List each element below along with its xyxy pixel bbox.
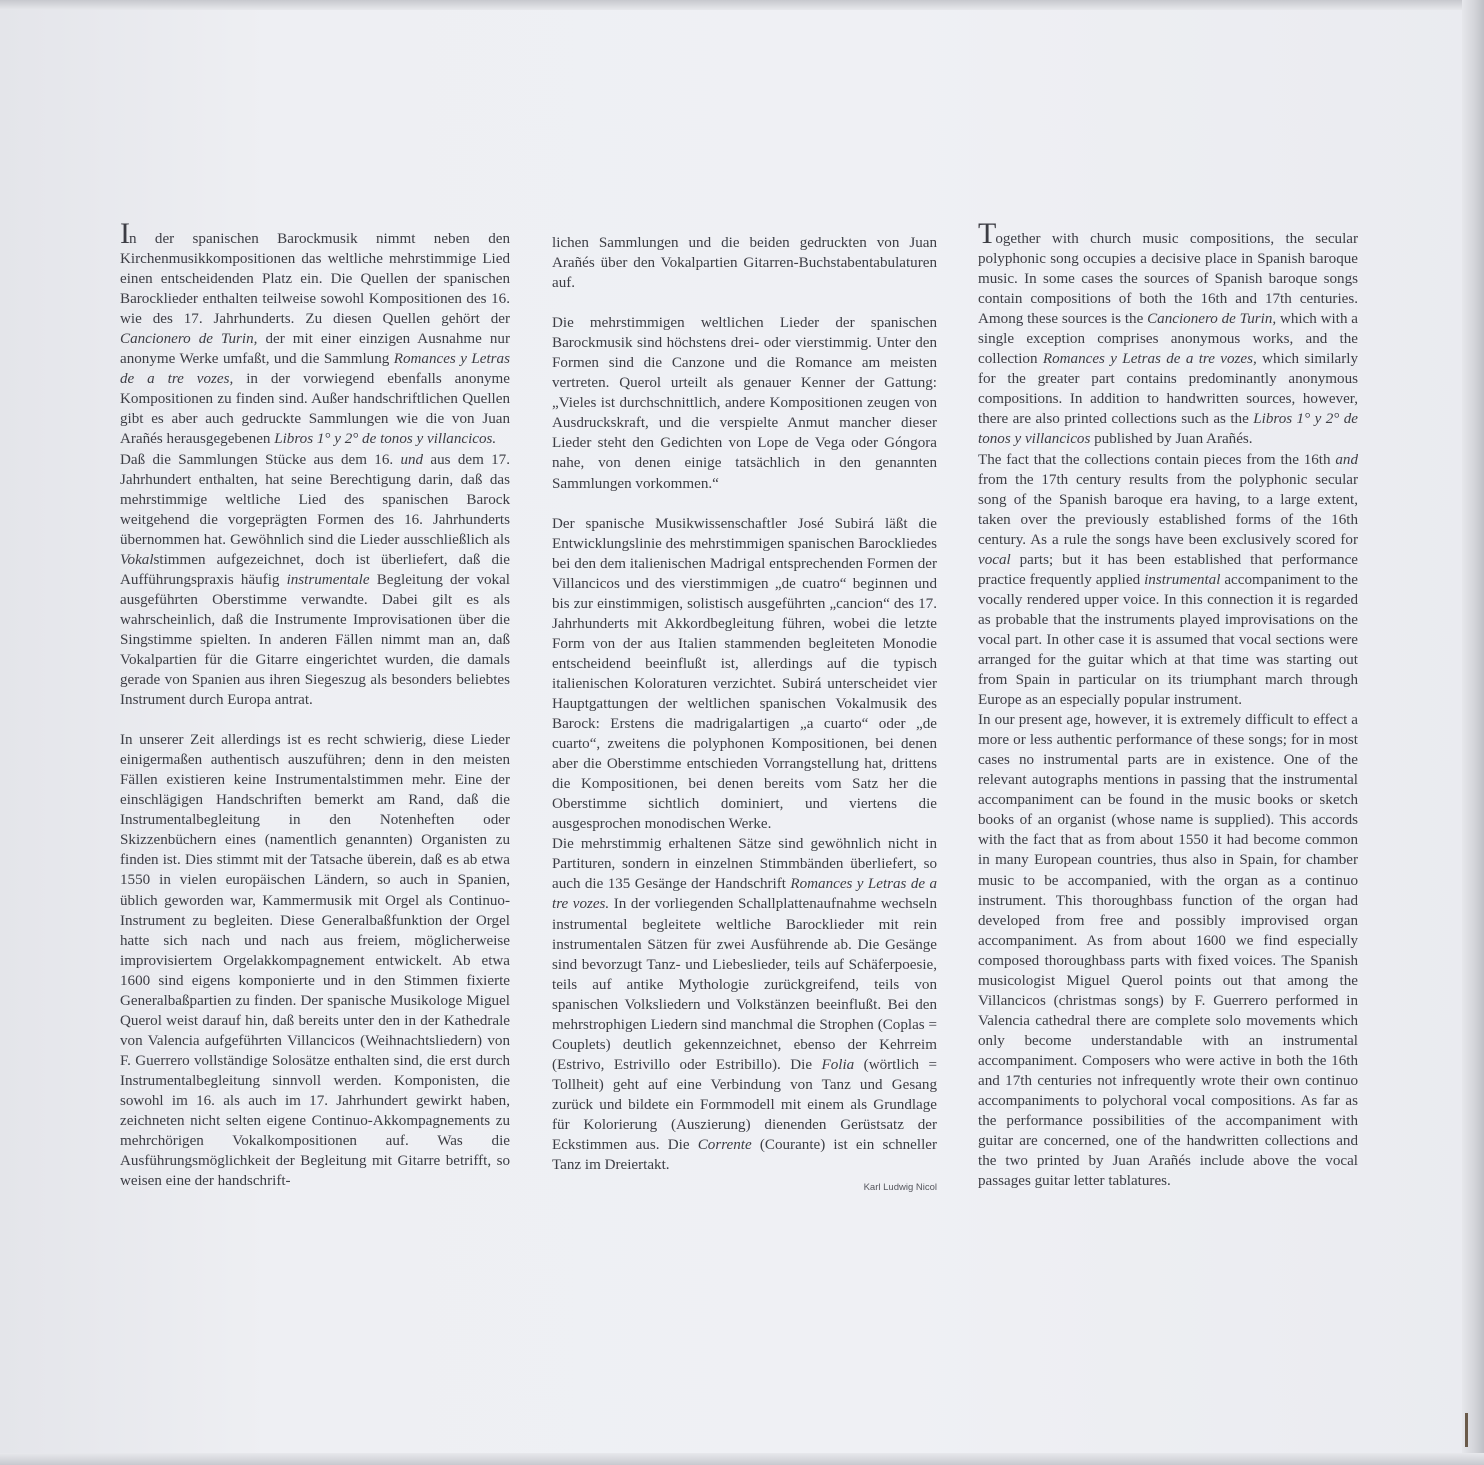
title-italic: Romances y Letras de a tre vozes. xyxy=(552,876,937,913)
emphasis: vocal xyxy=(978,551,1011,568)
paragraph xyxy=(120,217,510,450)
emphasis: Corrente xyxy=(697,1137,752,1154)
title-italic: Cancionero de Turin, xyxy=(1147,311,1277,328)
corner-mark xyxy=(1465,1413,1468,1447)
emphasis: and xyxy=(1335,451,1358,468)
text: parts; but it has been established that performance practice frequently applied xyxy=(978,551,1358,588)
german-column-2 xyxy=(552,233,937,1195)
text: (wörtlich = Tollheit) geht auf eine Verbindung von Tanz und Gesang zurück und bildete ein Formmodell mit einem als Grundlage für Kolorierung (Auszierung) dienenden Gerüstsatz der Eckstimmen aus. Die xyxy=(552,1056,937,1154)
title-italic: Romances y Letras de a tre vozes, xyxy=(120,351,510,388)
text: published by Juan Arañés. xyxy=(1090,431,1253,448)
title-italic: Libros 1° y 2° de tonos y villancicos xyxy=(978,411,1358,448)
paragraph: lichen Sammlungen und die beiden gedruckten von Juan Arañés über den Vokalpartien Gitarren-Buchstabentabulaturen auf. xyxy=(552,235,937,292)
paragraph: In our present age, however, it is extremely difficult to effect a more or less authentic performance of these songs; for in most cases no instrumental parts are in existence. One of the relevant autographs mentions in passing that the instrumental accompaniment can be found in the music books or sketch books of an organist (whose name is supplied). This accords with the fact that as from about 1550 it had become common in many European countries, thus also in Spain, for chamber music to be accompanied, with the organ as a continuo instrument. This thoroughbass function of the organ had developed from free and possibly improvised organ accompaniment. As from about 1600 we find especially composed thoroughbass parts with fixed voices. The Spanish musicologist Miguel Querol points out that among the Villancicos (christmas songs) by F. Guerrero performed in Valencia cathedral there are complete solo movements which only become understandable with an instrumental accompaniment. Composers who were active in both the 16th and 17th centuries not infrequently wrote their own continuo accompaniments to polychoral vocal compositions. As far as the performance possibilities of the accompaniment with guitar are concerned, one of the handwritten collections and the two printed by Juan Arañés include above the vocal passages guitar letter tablatures. xyxy=(978,712,1358,1190)
author-signature: Karl Ludwig Nicol xyxy=(863,1182,937,1194)
text: which similarly for the greater part contains predominantly anonymous compositions. In addition to handwritten sources, however, there are also printed collections such as the xyxy=(978,351,1358,428)
text: Begleitung der vokal ausgeführten Oberstimme verwandte. Dabei gilt es als wahrscheinlich, daß die Instrumente Improvisationen über die Singstimme spielten. In anderen Fällen nimmt man an, daß Vokalpartien für die Gitarre eingerichtet wurden, die damals gerade von Spanien aus ihren Siegeszug als besonders beliebtes Instrument durch Europa antrat. xyxy=(120,571,510,709)
text: stimmen aufgezeichnet, doch ist überliefert, daß die Aufführungspraxis häufig xyxy=(120,551,510,588)
text: Daß die Sammlungen Stücke aus dem 16. xyxy=(120,451,401,468)
sleeve-bottom-edge xyxy=(0,1453,1484,1465)
title-italic: Cancionero de Turin, xyxy=(120,331,258,348)
title-italic: Romances y Letras de a tre vozes, xyxy=(1042,351,1257,368)
emphasis: instrumentale xyxy=(286,571,370,588)
paragraph xyxy=(978,217,1358,450)
text: in der vorwiegend ebenfalls anonyme Kompositionen zu finden sind. Außer handschriftlichen Quellen gibt es aber auch gedruckte Sammlungen wie die von Juan Arañés herausgegebenen xyxy=(120,371,510,448)
paragraph: Der spanische Musikwissenschaftler José Subirá läßt die Entwicklungslinie des mehrstimmigen spanischen Barockliedes bei den dem italienischen Madrigal entsprechenden Formen der Villancicos und des vierstimmigen „de cuatro“ beginnen und bis zur einstimmigen, solistisch ausgeführten „cancion“ des 17. Jahrhunderts mit Akkordbegleitung führen, wobei die letzte Form von der aus Italien stammenden begleiteten Monodie entscheidend beeinflußt ist, allerdings auf die typisch italienischen Koloraturen verzichtet. Subirá unterscheidet vier Hauptgattungen der weltlichen spanischen Vokalmusik des Barock: Erstens die madrigalartigen „a cuarto“ oder „de cuarto“, zweitens die polyphonen Kompositionen, bei denen aber die Oberstimme entschieden Vorrangstellung hat, drittens die Kompositionen, bei denen bereits vom Satz her die Oberstimme sichtlich dominiert, und viertens die ausgesprochen monodischen Werke. xyxy=(552,515,937,833)
title-italic: Libros 1° y 2° de tonos y villancicos. xyxy=(274,431,497,448)
emphasis: und xyxy=(400,451,424,468)
text: Die mehrstimmig erhaltenen Sätze sind gewöhnlich nicht in Partituren, sondern in einzelnen Stimmbänden überliefert, so auch die 135 Gesänge der Handschrift xyxy=(552,836,937,893)
text: aus dem 17. Jahrhundert enthalten, hat seine Berechtigung darin, daß das mehrstimmige weltliche Lied des spanischen Barock weitgehend die vorgeprägten Formen des 16. Jahrhunderts übernommen hat. Gewöhnlich sind die Lieder ausschließlich als xyxy=(120,451,510,548)
text: The fact that the collections contain pieces from the 16th xyxy=(978,451,1336,468)
text: which with a single exception comprises anonymous works, and the collection xyxy=(978,311,1358,368)
text: from the 17th century results from the polyphonic secular song of the Spanish baroque era having, to a large extent, taken over the previously established forms of the 16th century. As a rule the songs have been exclusively scored for xyxy=(978,471,1358,548)
emphasis: Folia xyxy=(821,1056,855,1073)
paragraph: In unserer Zeit allerdings ist es recht schwierig, diese Lieder einigermaßen authentisch auszuführen; denn in den meisten Fällen existieren keine Instrumentalstimmen mehr. Eine der einschlägigen Handschriften bemerkt am Rand, daß die Instrumentalbegleitung in den Notenheften oder Skizzenbüchern eines (namentlich genannten) Organisten zu finden ist. Dies stimmt mit der Tatsache überein, daß es ab etwa 1550 in vielen europäischen Ländern, so auch in Spanien, üblich geworden war, Kammermusik mit Orgel als Continuo-Instrument zu begleiten. Diese Generalbaßfunktion der Orgel hatte sich nach und nach aus freiem, möglicherweise improvisiertem Orgelakkompagnement entwickelt. Ab etwa 1600 sind eigens komponierte und in den Stimmen fixierte Generalbaßpartien zu finden. Der spanische Musikologe Miguel Querol weist darauf hin, daß bereits unter den in der Kathedrale von Valencia aufgeführten Villancicos (Weihnachtsliedern) von F. Guerrero vollständige Solosätze enthalten sind, die erst durch Instrumentalbegleitung sinnvoll werden. Komponisten, die sowohl im 16. als auch im 17. Jahrhundert gewirkt haben, zeichneten nicht selten eigene Continuo-Akkompagnements zu mehrchörigen Vokalkompositionen auf. Was die Ausführungsmöglichkeit der Begleitung mit Gitarre betrifft, so weisen eine der handschrift- xyxy=(120,732,510,1190)
sleeve-top-edge xyxy=(0,0,1484,10)
english-column xyxy=(978,217,1358,1191)
text: In der vorliegenden Schallplattenaufnahme wechseln instrumental begleitete weltliche Barocklieder mit rein instrumentalen Sätzen für zwei Ausführende ab. Die Gesänge sind bevorzugt Tanz- und Liebeslieder, teils auf Schäferpoesie, teils auf antike Mythologie zurückgreifend, teils von spanischen Volksliedern und Volkstänzen beeinflußt. Bei den mehrstrophigen Liedern sind manchmal die Strophen (Coplas = Couplets) deutlich gekennzeichnet, ebenso der Kehrreim (Estrivo, Estrivillo oder Estribillo). Die xyxy=(552,896,937,1073)
text: accompaniment to the vocally rendered upper voice. In this connection it is regarded as probable that the instruments played improvisations on the vocal part. In other case it is assumed that vocal sections were arranged for the guitar which at that time was starting out from Spain in particular on its triumphant march through Europe as an especially popular instrument. xyxy=(978,571,1358,709)
text: ogether with church music compositions, the secular polyphonic song occupies a decisive place in Spanish baroque music. In some cases the sources of Spanish baroque songs contain compositions of both the 16th and 17th centuries. Among these sources is the xyxy=(978,231,1358,328)
sleeve-right-edge xyxy=(1462,0,1484,1465)
paragraph: Die mehrstimmigen weltlichen Lieder der spanischen Barockmusik sind höchstens drei- oder vierstimmig. Unter den Formen sind die Canzone und die Romance am meisten vertreten. Querol urteilt als genauer Kenner der Gattung: „Vieles ist durchschnittlich, andere Kompositionen zeugen von Ausdruckskraft, und die verspielte Anmut mancher dieser Lieder steht den Gedichten von Lope de Vega oder Góngora nahe, von denen einige tatsächlich in den genannten Sammlungen vorkommen.“ xyxy=(552,315,937,492)
text: der mit einer einzigen Ausnahme nur anonyme Werke umfaßt, und die Sammlung xyxy=(120,331,510,368)
text: n der spanischen Barockmusik nimmt neben den Kirchenmusikkompositionen das weltliche mehrstimmige Lied einen entscheidenden Platz ein. Die Quellen der spanischen Barocklieder enthalten teilweise sowohl Kompositionen des 16. wie des 17. Jahrhunderts. Zu diesen Quellen gehört der xyxy=(120,231,510,328)
text: (Courante) ist ein schneller Tanz im Dreiertakt. xyxy=(552,1137,937,1174)
emphasis: Vokal xyxy=(120,551,154,568)
drop-cap: I xyxy=(120,217,129,250)
drop-cap: T xyxy=(978,217,996,250)
paragraph xyxy=(978,450,1358,711)
paragraph xyxy=(120,450,510,711)
german-column-1 xyxy=(120,217,510,1191)
paragraph xyxy=(552,834,937,1175)
emphasis: instrumental xyxy=(1144,571,1221,588)
